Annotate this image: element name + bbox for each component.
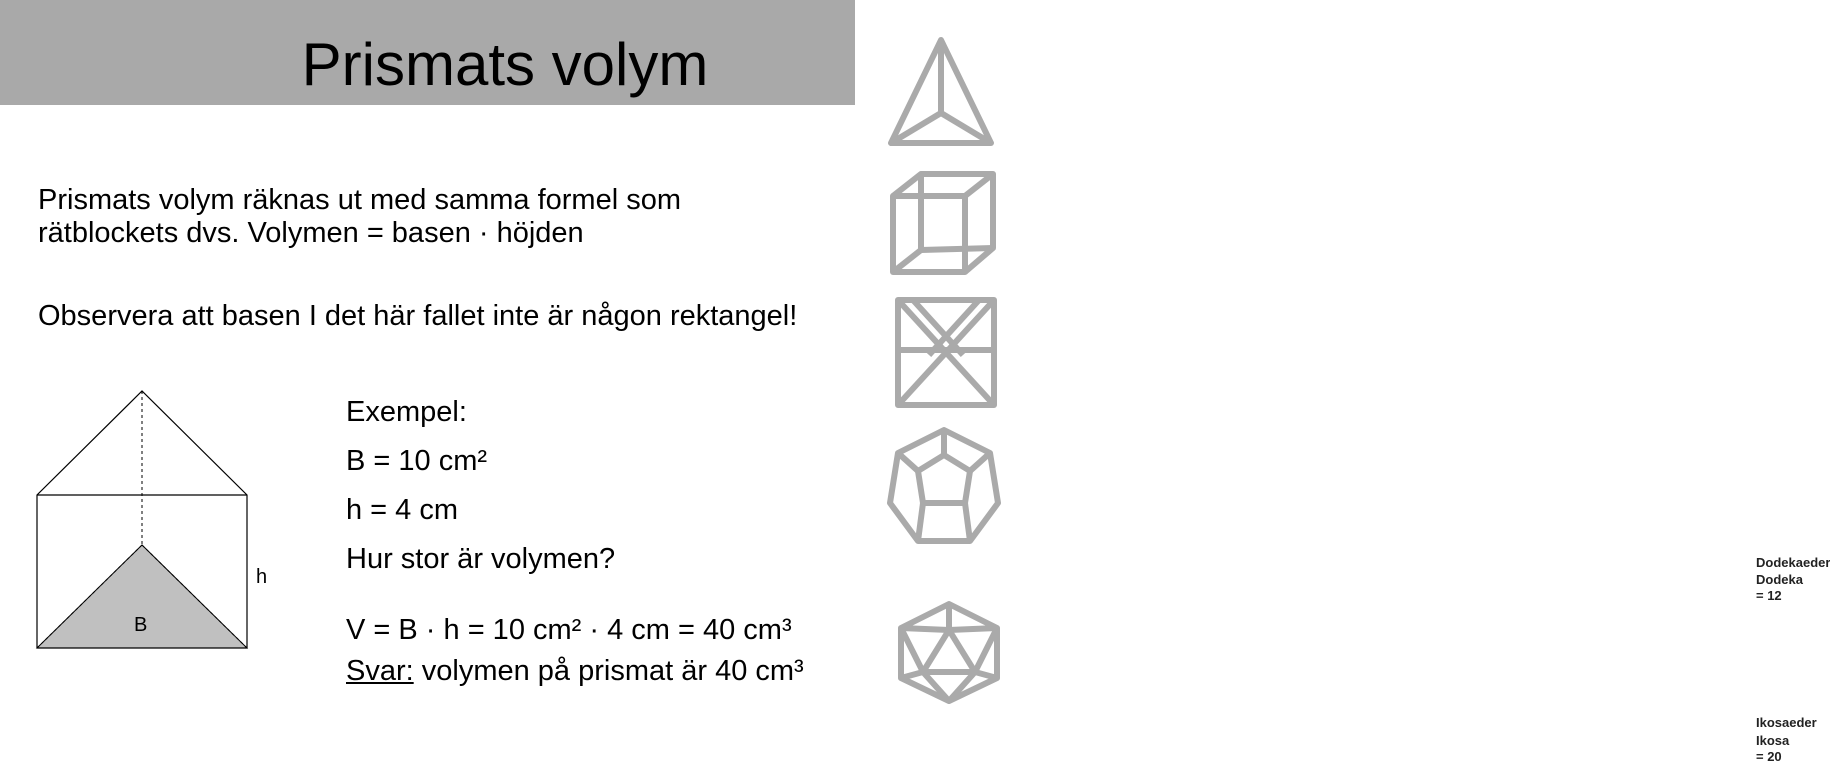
base-label: B — [134, 614, 148, 636]
octahedron-cube-icon — [893, 295, 999, 410]
answer-text: volymen på prismat är 40 cm³ — [413, 655, 804, 687]
dodecahedron-faces: Dodeka = 12 — [1756, 572, 1803, 603]
page-title: Prismats volym — [301, 31, 709, 98]
answer-label: Svar: — [346, 655, 414, 687]
dodecahedron-icon — [885, 425, 1003, 550]
paragraph-formula: Prismats volym räknas ut med samma formel som rätblockets dvs. Volymen = basen · höjden — [38, 184, 681, 249]
icosahedron-faces: Ikosa = 20 — [1756, 733, 1790, 764]
example-calculation: V = B · h = 10 cm² · 4 cm = 40 cm³ — [346, 614, 792, 646]
example-heading: Exempel: — [346, 396, 467, 428]
polyhedra-sidebar — [855, 0, 1830, 768]
example-answer — [346, 654, 804, 688]
paragraph-observe: Observera att basen I det här fallet inte är någon rektangel! — [38, 300, 798, 332]
icosahedron-name: Ikosaeder — [1756, 715, 1817, 730]
tetrahedron-icon — [883, 35, 999, 150]
example-base: B = 10 cm² — [346, 445, 488, 477]
icosahedron-icon — [893, 600, 1005, 705]
example-height: h = 4 cm — [346, 494, 459, 526]
example-question: Hur stor är volymen? — [346, 543, 616, 575]
dodecahedron-name: Dodekaeder — [1756, 555, 1830, 570]
height-label: h — [256, 566, 268, 588]
cube-icon — [887, 168, 999, 278]
